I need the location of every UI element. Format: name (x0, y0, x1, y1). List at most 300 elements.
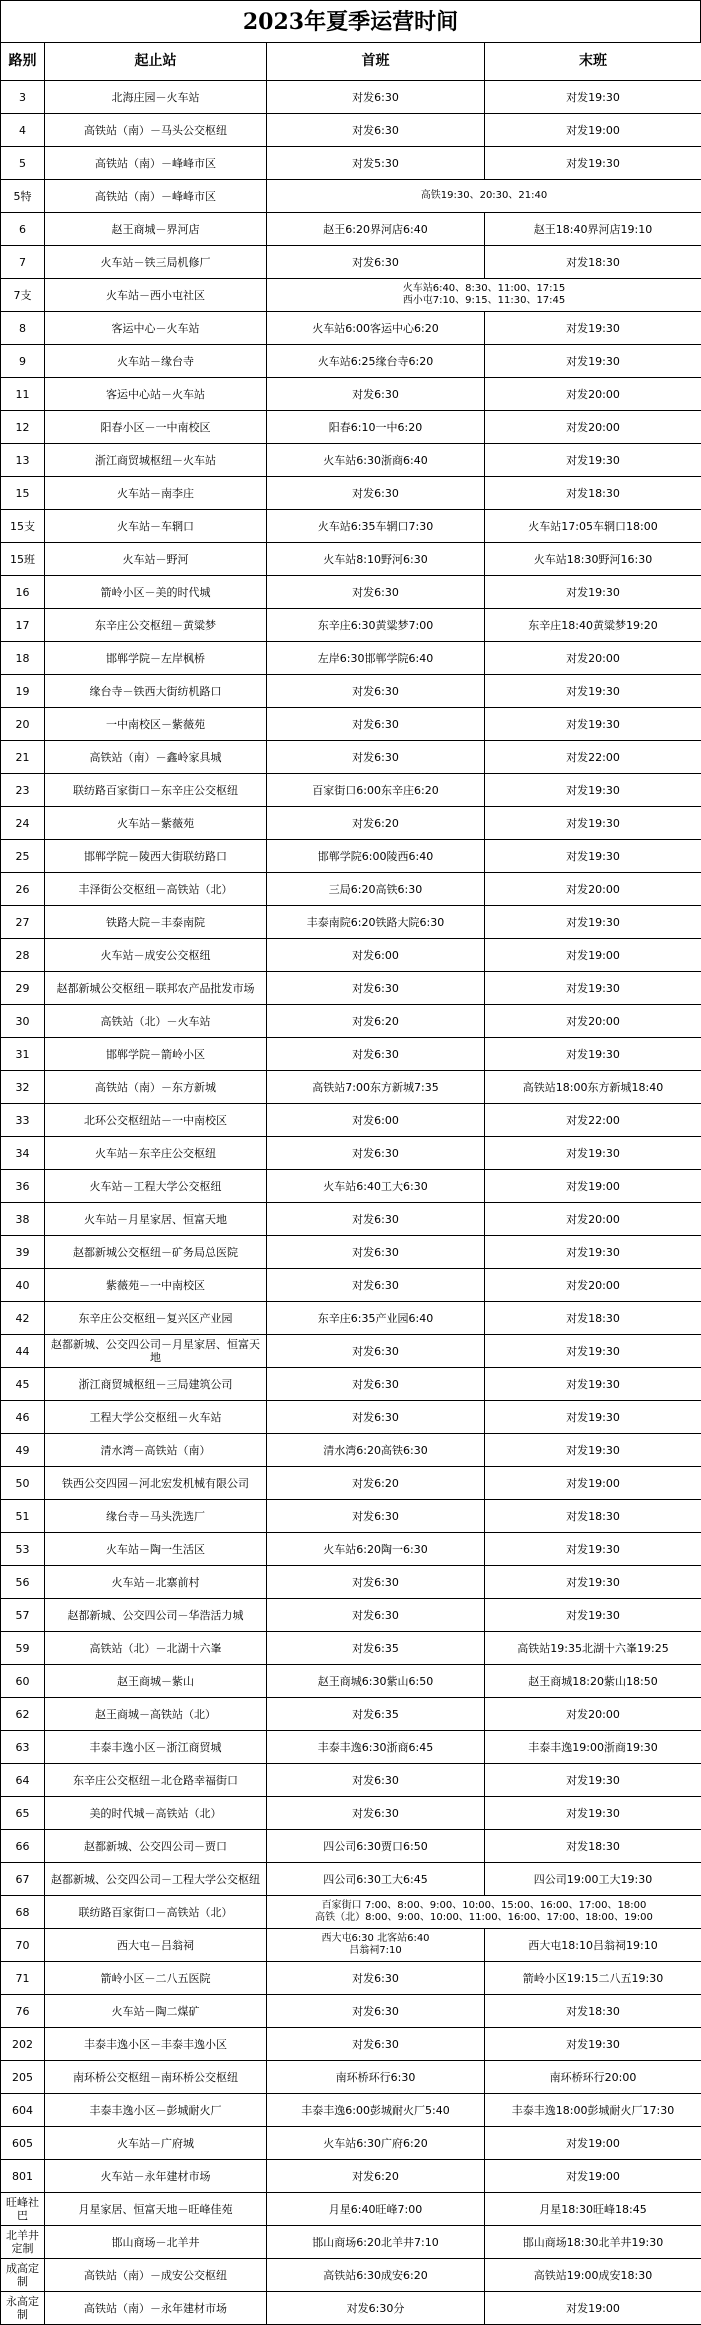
table-row (1, 1764, 701, 1797)
first-bus-cell: 对发6:30 (267, 675, 485, 708)
stations-cell: 高铁站（南）－成安公交枢纽 (45, 2259, 267, 2292)
table-row (1, 1863, 701, 1896)
table-row (1, 1269, 701, 1302)
table-row (1, 576, 701, 609)
first-bus-cell: 对发6:30 (267, 1368, 485, 1401)
table-row (1, 279, 701, 312)
table-row (1, 411, 701, 444)
stations-cell: 丰泽街公交枢纽－高铁站（北） (45, 873, 267, 906)
table-row (1, 1170, 701, 1203)
route-cell: 21 (1, 741, 45, 774)
route-cell: 29 (1, 972, 45, 1005)
route-cell: 成高定制 (1, 2259, 45, 2292)
table-row (1, 1665, 701, 1698)
route-cell: 39 (1, 1236, 45, 1269)
first-bus-cell: 清水湾6:20高铁6:30 (267, 1434, 485, 1467)
table-row (1, 1929, 701, 1962)
route-cell: 27 (1, 906, 45, 939)
first-bus-cell: 对发6:20 (267, 2160, 485, 2193)
first-bus-cell: 三局6:20高铁6:30 (267, 873, 485, 906)
route-cell: 8 (1, 312, 45, 345)
stations-cell: 箭岭小区－二八五医院 (45, 1962, 267, 1995)
first-bus-cell: 对发6:30 (267, 114, 485, 147)
stations-cell: 高铁站（南）－马头公交枢纽 (45, 114, 267, 147)
last-bus-cell: 对发19:30 (485, 2028, 701, 2061)
stations-cell: 一中南校区－紫薇苑 (45, 708, 267, 741)
table-row (1, 609, 701, 642)
stations-cell: 东辛庄公交枢纽－黄粱梦 (45, 609, 267, 642)
table-row (1, 774, 701, 807)
stations-cell: 高铁站（南）－鑫岭家具城 (45, 741, 267, 774)
page-title: 2023年夏季运营时间 (0, 0, 701, 42)
route-cell: 604 (1, 2094, 45, 2127)
header-first-bus: 首班 (267, 43, 485, 81)
table-row (1, 312, 701, 345)
last-bus-cell: 对发22:00 (485, 1104, 701, 1137)
stations-cell: 东辛庄公交枢纽－复兴区产业园 (45, 1302, 267, 1335)
route-cell: 50 (1, 1467, 45, 1500)
table-row (1, 939, 701, 972)
last-bus-cell: 对发19:00 (485, 939, 701, 972)
last-bus-cell: 对发18:30 (485, 246, 701, 279)
route-cell: 205 (1, 2061, 45, 2094)
last-bus-cell: 对发19:30 (485, 1566, 701, 1599)
table-row (1, 444, 701, 477)
stations-cell: 火车站－东辛庄公交枢纽 (45, 1137, 267, 1170)
last-bus-cell: 东辛庄18:40黄粱梦19:20 (485, 609, 701, 642)
last-bus-cell: 对发19:00 (485, 2127, 701, 2160)
last-bus-cell: 对发19:30 (485, 1368, 701, 1401)
first-bus-cell: 西大屯6:30 北客站6:40 吕翁祠7:10 (267, 1929, 485, 1962)
first-bus-cell: 对发6:30 (267, 972, 485, 1005)
stations-cell: 火车站－车辋口 (45, 510, 267, 543)
route-cell: 13 (1, 444, 45, 477)
last-bus-cell: 对发20:00 (485, 873, 701, 906)
table-row (1, 972, 701, 1005)
stations-cell: 铁路大院－丰泰南院 (45, 906, 267, 939)
last-bus-cell: 对发20:00 (485, 1269, 701, 1302)
table-row (1, 2160, 701, 2193)
route-cell: 64 (1, 1764, 45, 1797)
stations-cell: 东辛庄公交枢纽－北仓路幸福街口 (45, 1764, 267, 1797)
table-row (1, 1005, 701, 1038)
first-bus-cell: 对发6:20 (267, 1467, 485, 1500)
route-cell: 19 (1, 675, 45, 708)
route-cell: 42 (1, 1302, 45, 1335)
last-bus-cell: 对发19:30 (485, 1599, 701, 1632)
last-bus-cell: 对发18:30 (485, 1830, 701, 1863)
stations-cell: 赵都新城、公交四公司－华浩活力城 (45, 1599, 267, 1632)
route-cell: 66 (1, 1830, 45, 1863)
table-row (1, 642, 701, 675)
table-row (1, 1830, 701, 1863)
first-bus-cell: 四公司6:30贾口6:50 (267, 1830, 485, 1863)
last-bus-cell: 火车站17:05车辋口18:00 (485, 510, 701, 543)
first-bus-cell: 对发6:30 (267, 1797, 485, 1830)
stations-cell: 北海庄园－火车站 (45, 81, 267, 114)
table-row (1, 2061, 701, 2094)
table-row (1, 246, 701, 279)
route-cell: 20 (1, 708, 45, 741)
last-bus-cell: 对发20:00 (485, 378, 701, 411)
table-row (1, 840, 701, 873)
first-bus-cell: 赵王商城6:30紫山6:50 (267, 1665, 485, 1698)
stations-cell: 火车站－西小屯社区 (45, 279, 267, 312)
table-row (1, 2193, 701, 2226)
header-last-bus: 末班 (485, 43, 701, 81)
first-bus-cell: 对发6:00 (267, 1104, 485, 1137)
route-cell: 30 (1, 1005, 45, 1038)
last-bus-cell: 月星18:30旺峰18:45 (485, 2193, 701, 2226)
stations-cell: 联纺路百家街口－高铁站（北） (45, 1896, 267, 1929)
route-cell: 53 (1, 1533, 45, 1566)
first-bus-cell: 对发6:30 (267, 1764, 485, 1797)
last-bus-cell: 对发19:30 (485, 1764, 701, 1797)
first-bus-cell: 对发6:30 (267, 1038, 485, 1071)
first-bus-cell: 对发6:30 (267, 246, 485, 279)
table-row (1, 1203, 701, 1236)
last-bus-cell: 对发19:00 (485, 1467, 701, 1500)
first-bus-cell: 对发6:30 (267, 378, 485, 411)
schedule-table (0, 42, 701, 2325)
table-body (1, 81, 701, 2325)
first-bus-cell: 邯郸学院6:00陵西6:40 (267, 840, 485, 873)
stations-cell: 北环公交枢纽站－一中南校区 (45, 1104, 267, 1137)
last-bus-cell: 对发19:30 (485, 1401, 701, 1434)
last-bus-cell: 对发18:30 (485, 477, 701, 510)
stations-cell: 阳春小区－一中南校区 (45, 411, 267, 444)
table-row (1, 543, 701, 576)
first-bus-cell: 丰泰南院6:20铁路大院6:30 (267, 906, 485, 939)
first-bus-cell: 对发6:30 (267, 1236, 485, 1269)
table-row (1, 1335, 701, 1368)
first-bus-cell: 丰泰丰逸6:00彭城耐火厂5:40 (267, 2094, 485, 2127)
route-cell: 51 (1, 1500, 45, 1533)
last-bus-cell: 高铁站19:35北湖十六峯19:25 (485, 1632, 701, 1665)
first-bus-cell: 对发6:30 (267, 81, 485, 114)
route-cell: 25 (1, 840, 45, 873)
first-bus-cell: 对发6:30 (267, 1995, 485, 2028)
stations-cell: 邯山商场－北羊井 (45, 2226, 267, 2259)
route-cell: 11 (1, 378, 45, 411)
stations-cell: 赵王商城－界河店 (45, 213, 267, 246)
stations-cell: 火车站－缘台寺 (45, 345, 267, 378)
last-bus-cell: 高铁站18:00东方新城18:40 (485, 1071, 701, 1104)
route-cell: 605 (1, 2127, 45, 2160)
route-cell: 18 (1, 642, 45, 675)
stations-cell: 客运中心站－火车站 (45, 378, 267, 411)
table-row (1, 741, 701, 774)
route-cell: 34 (1, 1137, 45, 1170)
table-row (1, 345, 701, 378)
route-cell: 15班 (1, 543, 45, 576)
first-bus-cell: 火车站6:30浙商6:40 (267, 444, 485, 477)
first-bus-cell: 百家街口6:00东辛庄6:20 (267, 774, 485, 807)
stations-cell: 丰泰丰逸小区－丰泰丰逸小区 (45, 2028, 267, 2061)
first-bus-cell: 对发6:30 (267, 576, 485, 609)
stations-cell: 浙江商贸城枢纽－三局建筑公司 (45, 1368, 267, 1401)
route-cell: 9 (1, 345, 45, 378)
last-bus-cell: 对发20:00 (485, 1005, 701, 1038)
stations-cell: 高铁站（南）－峰峰市区 (45, 147, 267, 180)
table-row (1, 2028, 701, 2061)
stations-cell: 火车站－永年建材市场 (45, 2160, 267, 2193)
first-bus-cell: 对发6:30 (267, 1401, 485, 1434)
first-bus-cell: 对发6:35 (267, 1698, 485, 1731)
first-bus-cell: 对发6:30分 (267, 2292, 485, 2325)
route-cell: 永高定制 (1, 2292, 45, 2325)
first-bus-cell: 火车站6:20陶一6:30 (267, 1533, 485, 1566)
table-row (1, 1896, 701, 1929)
header-route: 路别 (1, 43, 45, 81)
stations-cell: 美的时代城－高铁站（北） (45, 1797, 267, 1830)
route-cell: 62 (1, 1698, 45, 1731)
first-bus-cell: 对发6:30 (267, 1599, 485, 1632)
route-cell: 801 (1, 2160, 45, 2193)
first-bus-cell: 高铁站6:30成安6:20 (267, 2259, 485, 2292)
table-row (1, 114, 701, 147)
table-row (1, 2127, 701, 2160)
first-bus-cell: 火车站8:10野河6:30 (267, 543, 485, 576)
route-cell: 26 (1, 873, 45, 906)
last-bus-cell: 对发19:00 (485, 114, 701, 147)
first-bus-cell: 对发6:30 (267, 1335, 485, 1368)
last-bus-cell: 对发19:30 (485, 312, 701, 345)
table-row (1, 2259, 701, 2292)
table-row (1, 1500, 701, 1533)
route-cell: 32 (1, 1071, 45, 1104)
route-cell: 67 (1, 1863, 45, 1896)
last-bus-cell: 火车站18:30野河16:30 (485, 543, 701, 576)
last-bus-cell: 赵王18:40界河店19:10 (485, 213, 701, 246)
last-bus-cell: 丰泰丰逸18:00彭城耐火厂17:30 (485, 2094, 701, 2127)
stations-cell: 火车站－陶一生活区 (45, 1533, 267, 1566)
last-bus-cell: 邯山商场18:30北羊井19:30 (485, 2226, 701, 2259)
first-bus-cell: 左岸6:30邯郸学院6:40 (267, 642, 485, 675)
table-row (1, 1104, 701, 1137)
first-bus-cell: 对发6:35 (267, 1632, 485, 1665)
stations-cell: 箭岭小区－美的时代城 (45, 576, 267, 609)
stations-cell: 缘台寺－马头洗选厂 (45, 1500, 267, 1533)
route-cell: 15 (1, 477, 45, 510)
route-cell: 76 (1, 1995, 45, 2028)
table-row (1, 477, 701, 510)
route-cell: 57 (1, 1599, 45, 1632)
stations-cell: 西大屯－吕翁祠 (45, 1929, 267, 1962)
route-cell: 70 (1, 1929, 45, 1962)
header-stations: 起止站 (45, 43, 267, 81)
first-bus-cell: 百家街口 7:00、8:00、9:00、10:00、15:00、16:00、17:00、18:00 高铁（北）8:00、9:00、10:00、11:00、16:00、17:00、18:00、19:00 (267, 1896, 701, 1929)
stations-cell: 火车站－月星家居、恒富天地 (45, 1203, 267, 1236)
table-row (1, 906, 701, 939)
stations-cell: 火车站－北寨前村 (45, 1566, 267, 1599)
stations-cell: 丰泰丰逸小区－彭城耐火厂 (45, 2094, 267, 2127)
table-row (1, 1071, 701, 1104)
first-bus-cell: 邯山商场6:20北羊井7:10 (267, 2226, 485, 2259)
first-bus-cell: 对发6:30 (267, 1137, 485, 1170)
route-cell: 5特 (1, 180, 45, 213)
route-cell: 40 (1, 1269, 45, 1302)
last-bus-cell: 对发19:30 (485, 675, 701, 708)
last-bus-cell: 对发18:30 (485, 1302, 701, 1335)
table-row (1, 1962, 701, 1995)
table-header-row (1, 43, 701, 81)
last-bus-cell: 对发19:30 (485, 1335, 701, 1368)
last-bus-cell: 对发19:30 (485, 840, 701, 873)
stations-cell: 火车站－紫薇苑 (45, 807, 267, 840)
stations-cell: 高铁站（北）－火车站 (45, 1005, 267, 1038)
last-bus-cell: 对发19:30 (485, 1533, 701, 1566)
first-bus-cell: 东辛庄6:35产业园6:40 (267, 1302, 485, 1335)
first-bus-cell: 对发6:30 (267, 1500, 485, 1533)
table-row (1, 1236, 701, 1269)
table-row (1, 1698, 701, 1731)
table-row (1, 81, 701, 114)
table-row (1, 1467, 701, 1500)
first-bus-cell: 高铁站7:00东方新城7:35 (267, 1071, 485, 1104)
last-bus-cell: 对发20:00 (485, 411, 701, 444)
schedule-span-cell: 高铁19:30、20:30、21:40 (267, 180, 701, 213)
stations-cell: 火车站－成安公交枢纽 (45, 939, 267, 972)
stations-cell: 高铁站（南）－峰峰市区 (45, 180, 267, 213)
table-row (1, 180, 701, 213)
table-row (1, 1731, 701, 1764)
table-row (1, 1038, 701, 1071)
first-bus-cell: 对发6:30 (267, 1566, 485, 1599)
last-bus-cell: 对发19:30 (485, 807, 701, 840)
stations-cell: 邯郸学院－箭岭小区 (45, 1038, 267, 1071)
stations-cell: 联纺路百家街口－东辛庄公交枢纽 (45, 774, 267, 807)
route-cell: 63 (1, 1731, 45, 1764)
route-cell: 36 (1, 1170, 45, 1203)
first-bus-cell: 对发6:30 (267, 741, 485, 774)
first-bus-cell: 对发6:30 (267, 2028, 485, 2061)
table-row (1, 1368, 701, 1401)
stations-cell: 高铁站（南）－永年建材市场 (45, 2292, 267, 2325)
last-bus-cell: 对发19:30 (485, 147, 701, 180)
last-bus-cell: 对发19:30 (485, 444, 701, 477)
table-row (1, 873, 701, 906)
last-bus-cell: 对发19:30 (485, 708, 701, 741)
stations-cell: 火车站－野河 (45, 543, 267, 576)
stations-cell: 高铁站（南）－东方新城 (45, 1071, 267, 1104)
route-cell: 17 (1, 609, 45, 642)
last-bus-cell: 南环桥环行20:00 (485, 2061, 701, 2094)
route-cell: 旺峰社巴 (1, 2193, 45, 2226)
first-bus-cell: 南环桥环行6:30 (267, 2061, 485, 2094)
last-bus-cell: 对发19:30 (485, 774, 701, 807)
route-cell: 7支 (1, 279, 45, 312)
stations-cell: 铁西公交四园－河北宏发机械有限公司 (45, 1467, 267, 1500)
route-cell: 3 (1, 81, 45, 114)
first-bus-cell: 阳春6:10一中6:20 (267, 411, 485, 444)
last-bus-cell: 对发19:00 (485, 2292, 701, 2325)
table-row (1, 1137, 701, 1170)
last-bus-cell: 对发18:30 (485, 1995, 701, 2028)
table-row (1, 1401, 701, 1434)
first-bus-cell: 对发6:20 (267, 1005, 485, 1038)
stations-cell: 清水湾－高铁站（南） (45, 1434, 267, 1467)
last-bus-cell: 对发22:00 (485, 741, 701, 774)
last-bus-cell: 箭岭小区19:15二八五19:30 (485, 1962, 701, 1995)
table-row (1, 1599, 701, 1632)
last-bus-cell: 对发19:30 (485, 1236, 701, 1269)
stations-cell: 月星家居、恒富天地－旺峰佳苑 (45, 2193, 267, 2226)
table-row (1, 2292, 701, 2325)
route-cell: 38 (1, 1203, 45, 1236)
route-cell: 4 (1, 114, 45, 147)
table-row (1, 2226, 701, 2259)
stations-cell: 紫薇苑－一中南校区 (45, 1269, 267, 1302)
table-row (1, 378, 701, 411)
route-cell: 23 (1, 774, 45, 807)
first-bus-cell: 火车站6:30广府6:20 (267, 2127, 485, 2160)
stations-cell: 火车站－工程大学公交枢纽 (45, 1170, 267, 1203)
table-row (1, 675, 701, 708)
last-bus-cell: 西大屯18:10吕翁祠19:10 (485, 1929, 701, 1962)
first-bus-cell: 对发6:30 (267, 477, 485, 510)
table-row (1, 147, 701, 180)
route-cell: 15支 (1, 510, 45, 543)
table-row (1, 510, 701, 543)
first-bus-cell: 对发5:30 (267, 147, 485, 180)
route-cell: 60 (1, 1665, 45, 1698)
table-row (1, 1566, 701, 1599)
first-bus-cell: 对发6:30 (267, 1269, 485, 1302)
stations-cell: 赵都新城、公交四公司－工程大学公交枢纽 (45, 1863, 267, 1896)
stations-cell: 赵王商城－紫山 (45, 1665, 267, 1698)
stations-cell: 客运中心－火车站 (45, 312, 267, 345)
stations-cell: 工程大学公交枢纽－火车站 (45, 1401, 267, 1434)
stations-cell: 邯郸学院－左岸枫桥 (45, 642, 267, 675)
stations-cell: 南环桥公交枢纽－南环桥公交枢纽 (45, 2061, 267, 2094)
stations-cell: 邯郸学院－陵西大街联纺路口 (45, 840, 267, 873)
first-bus-cell: 月星6:40旺峰7:00 (267, 2193, 485, 2226)
first-bus-cell: 东辛庄6:30黄粱梦7:00 (267, 609, 485, 642)
route-cell: 65 (1, 1797, 45, 1830)
stations-cell: 赵都新城、公交四公司－月星家居、恒富天地 (45, 1335, 267, 1368)
first-bus-cell: 对发6:30 (267, 1962, 485, 1995)
route-cell: 6 (1, 213, 45, 246)
route-cell: 16 (1, 576, 45, 609)
route-cell: 59 (1, 1632, 45, 1665)
last-bus-cell: 对发19:30 (485, 345, 701, 378)
first-bus-cell: 火车站6:00客运中心6:20 (267, 312, 485, 345)
first-bus-cell: 火车站6:40工大6:30 (267, 1170, 485, 1203)
first-bus-cell: 对发6:30 (267, 708, 485, 741)
first-bus-cell: 对发6:20 (267, 807, 485, 840)
stations-cell: 赵都新城、公交四公司－贾口 (45, 1830, 267, 1863)
stations-cell: 火车站－广府城 (45, 2127, 267, 2160)
route-cell: 49 (1, 1434, 45, 1467)
last-bus-cell: 对发18:30 (485, 1500, 701, 1533)
last-bus-cell: 对发19:30 (485, 1797, 701, 1830)
last-bus-cell: 丰泰丰逸19:00浙商19:30 (485, 1731, 701, 1764)
route-cell: 71 (1, 1962, 45, 1995)
stations-cell: 赵王商城－高铁站（北） (45, 1698, 267, 1731)
route-cell: 33 (1, 1104, 45, 1137)
table-row (1, 1533, 701, 1566)
last-bus-cell: 对发19:30 (485, 906, 701, 939)
first-bus-cell: 四公司6:30工大6:45 (267, 1863, 485, 1896)
table-row (1, 2094, 701, 2127)
stations-cell: 火车站－南李庄 (45, 477, 267, 510)
stations-cell: 缘台寺－铁西大街纺机路口 (45, 675, 267, 708)
last-bus-cell: 对发19:00 (485, 1170, 701, 1203)
route-cell: 56 (1, 1566, 45, 1599)
table-row (1, 1302, 701, 1335)
last-bus-cell: 对发20:00 (485, 1203, 701, 1236)
